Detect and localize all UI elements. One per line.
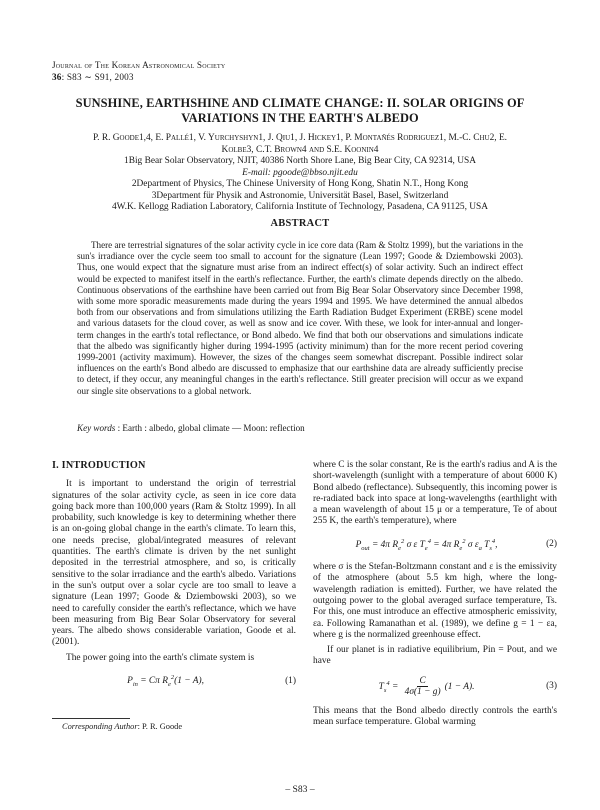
footnote-text: : P. R. Goode	[137, 722, 183, 731]
footnote	[62, 722, 182, 731]
journal-volume-pages	[52, 71, 225, 83]
abstract-heading: ABSTRACT	[270, 218, 330, 229]
equation-2	[313, 536, 557, 554]
paper-title	[36, 96, 564, 126]
equation-1-number: (1)	[285, 675, 296, 686]
affiliation-3: 3Department für Physik and Astronomie, Universität Basel, Basel, Switzerland	[151, 190, 449, 201]
equation-1-body: $P_{in} = C\pi$ $R_e^2(1 - A)$,	[127, 674, 204, 689]
body-paragraph-3: If our planet is in radiative equilibrium, Pin = Pout, and we have	[313, 645, 557, 667]
affiliation-1: 1Big Bear Solar Observatory, NJIT, 40386 North Shore Lane, Big Bear City, CA 92314, USA	[124, 156, 476, 166]
equation-3-number: (3)	[546, 681, 557, 692]
intro-paragraph-2: The power going into the earth's climate system is	[66, 652, 255, 663]
journal-name: Journal of The Korean Astronomical Society	[52, 60, 226, 70]
page-range: : S83 ∼ S91, 2003	[61, 72, 134, 82]
authors-line-1: P. R. Goode1,4, E. Pallé1, V. Yurchyshyn1, J. Qiu1, J. Hickey1, P. Montañés Rodriguez1, M.-C. Chu2, E.	[92, 133, 508, 143]
affiliation-4: 4W.K. Kellogg Radiation Laboratory, California Institute of Technology, Pasadena, CA 91125, USA	[111, 202, 489, 212]
title-line-2: VARIATIONS IN THE EARTH'S ALBEDO	[181, 111, 419, 125]
intro-paragraph-1: It is important to understand the origin of terrestrial signatures of the solar activity cycle, as seen in ice core data going back more than 100,000 years (Ram & Stoltz 1999). In all probability, such knowledge is key to determining whether there is an on-going global change in the earth's climate. To learn this, one needs precise, global/integrated measures of relevant quantities. The earth's climate is driven by the net sunlight deposited in the terrestrial atmosphere, and so, is critically sensitive to the solar irradiance and the earth's albedo. Variations in the sun's output over a solar cycle are too small to leave a signature (Lean 1997; Goode & Dziembowski 2003), so we need to carefully consider the earth's reflectance, which we have been measuring from Big Bear Solar Observatory for several years. The albedo shows considerable variation, Goode et al. (2001).	[52, 479, 296, 648]
abstract-body: There are terrestrial signatures of the solar activity cycle in ice core data (Ram & Stoltz 1999), but the variations in the sun's irradiance over the cycle seem too small to account for the signature (Lean 1997; Goode & Dziembowski 2003). Thus, one would expect that the signature must arise from an indirect effect(s) of solar activity. Such an indirect effect would be expected to manifest itself in the earth's reflectance. Further, the earth's climate depends directly on the albedo. Continuous observations of the earthshine have been carried out from Big Bear Solar Observatory since December 1998, with some more sporadic measurements made during the years 1994 and 1995. We have determined the annual albedos both from our observations and from simulations utilizing the Earth Radiation Budget Experiment (ERBE) scene model and various datasets for the cloud cover, as well as snow and ice cover. With these, we look for inter-annual and longer-term changes in the earth's total reflectance, or Bond albedo. We find that both our observations and simulations indicate that the albedo was significantly higher during 1994-1995 (activity minimum) than for the more recent period covering 1999-2001 (activity maximum). However, the sizes of the changes seem somewhat discrepant. Possible indirect solar influences on the earth's Bond albedo are discussed to emphasize that our earthshine data are already sufficiently precise to detect, if they occur, any meaningful changes in the earth's reflectance. Still greater precision will occur as we expand our single site observations to a global network.	[77, 240, 523, 396]
section-heading-introduction: I. INTRODUCTION	[52, 460, 146, 471]
right-column	[313, 460, 557, 732]
left-column	[52, 460, 296, 698]
keywords-label: Key words	[77, 423, 116, 433]
body-paragraph-2: where σ is the Stefan-Boltzmann constant and ε is the emissivity of the atmosphere (about 5.5 km high, where the long-wavelength radiation is emitted). Further, we have related the outgoing power to the global averaged surface temperature, Ts. For this, one must introduce an effective atmospheric emissivity, εa. Following Ramanathan et al. (1989), we define g = 1 − εa, where g is the normalized greenhouse effect.	[313, 562, 557, 640]
title-line-1: SUNSHINE, EARTHSHINE AND CLIMATE CHANGE: II. SOLAR ORIGINS OF	[75, 96, 525, 110]
author-email[interactable]: E-mail: pgoode@bbso.njit.edu	[242, 167, 358, 178]
body-paragraph-4: This means that the Bond albedo directly controls the earth's mean surface temperature. Global warming	[313, 705, 557, 728]
equation-1	[52, 672, 296, 690]
authors-line-2: Kolbe3, C.T. Brown4 and S.E. Koonin4	[221, 144, 379, 155]
page-number: – S83 –	[285, 784, 315, 795]
volume-number: 36	[52, 72, 62, 82]
equation-3	[313, 676, 557, 698]
equation-2-body: $P_{out} = 4\pi$ $R_e^2$ σ ε $T_e^4 = 4\pi$ $R_e^2$ σ $\varepsilon_a$ $T_s^4$,	[355, 537, 498, 552]
equation-2-number: (2)	[546, 539, 557, 550]
authors-block	[40, 133, 560, 214]
journal-header	[52, 59, 225, 83]
affiliation-2: 2Department of Physics, The Chinese University of Hong Kong, Shatin N.T., Hong Kong	[131, 179, 469, 189]
keywords	[77, 423, 523, 433]
footnote-rule	[52, 718, 130, 719]
keywords-text: : Earth : albedo, global climate — Moon: reflection	[117, 423, 305, 433]
body-paragraph-1: where C is the solar constant, Re is the earth's radius and A is the short-wavelength (sunlight with a temperature of about 6000 K) Bond albedo (reflectance). Subsequently, this incoming power is re-radiated back into space at long-wavelengths (earthlight with a mean wavelength of about 15 μ or a temperature, Te of about 255 K, the earth's temperature), where	[313, 460, 557, 527]
equation-3-body: $T_s^4$ = $\frac{C}{4\sigma(1 - g)}$ (1 − A).	[378, 675, 475, 697]
footnote-label: Corresponding Author	[62, 722, 138, 731]
